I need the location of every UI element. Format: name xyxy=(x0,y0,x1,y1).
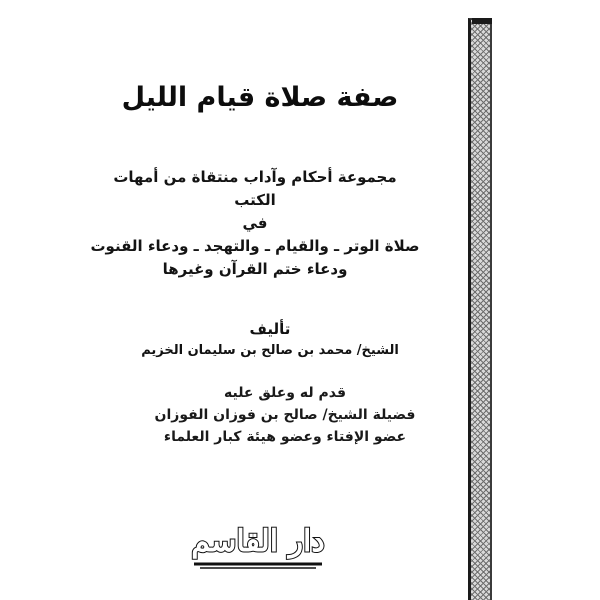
author-name: الشيخ/ محمد بن صالح بن سليمان الخزيم xyxy=(141,343,399,358)
subtitle-line-4: ودعاء ختم القرآن وغيرها xyxy=(162,260,348,278)
decorative-border-cap xyxy=(472,18,492,24)
publisher-logo xyxy=(188,518,328,570)
publisher-name: دار القاسم xyxy=(191,524,325,559)
introducer-position: عضو الإفتاء وعضو هيئة كبار العلماء xyxy=(163,429,407,445)
decorative-hatched-border xyxy=(468,18,492,600)
introduction-label: قدم له وعلق عليه xyxy=(224,385,346,401)
subtitle-line-2: في xyxy=(242,214,268,232)
book-title: صفة صلاة قيام الليل xyxy=(121,82,399,113)
subtitle-line-3: صلاة الوتر ـ والقيام ـ والتهجد ـ ودعاء القنوت xyxy=(90,237,420,255)
introducer-name: فضيلة الشيخ/ صالح بن فوزان الفوزان xyxy=(154,407,416,423)
subtitle-line-1: مجموعة أحكام وآداب منتقاة من أمهات الكتب xyxy=(113,168,397,209)
authorship-label: تأليف xyxy=(249,320,291,338)
book-subtitle xyxy=(90,166,420,281)
introduction-block xyxy=(140,382,430,448)
authorship-block xyxy=(120,318,420,362)
